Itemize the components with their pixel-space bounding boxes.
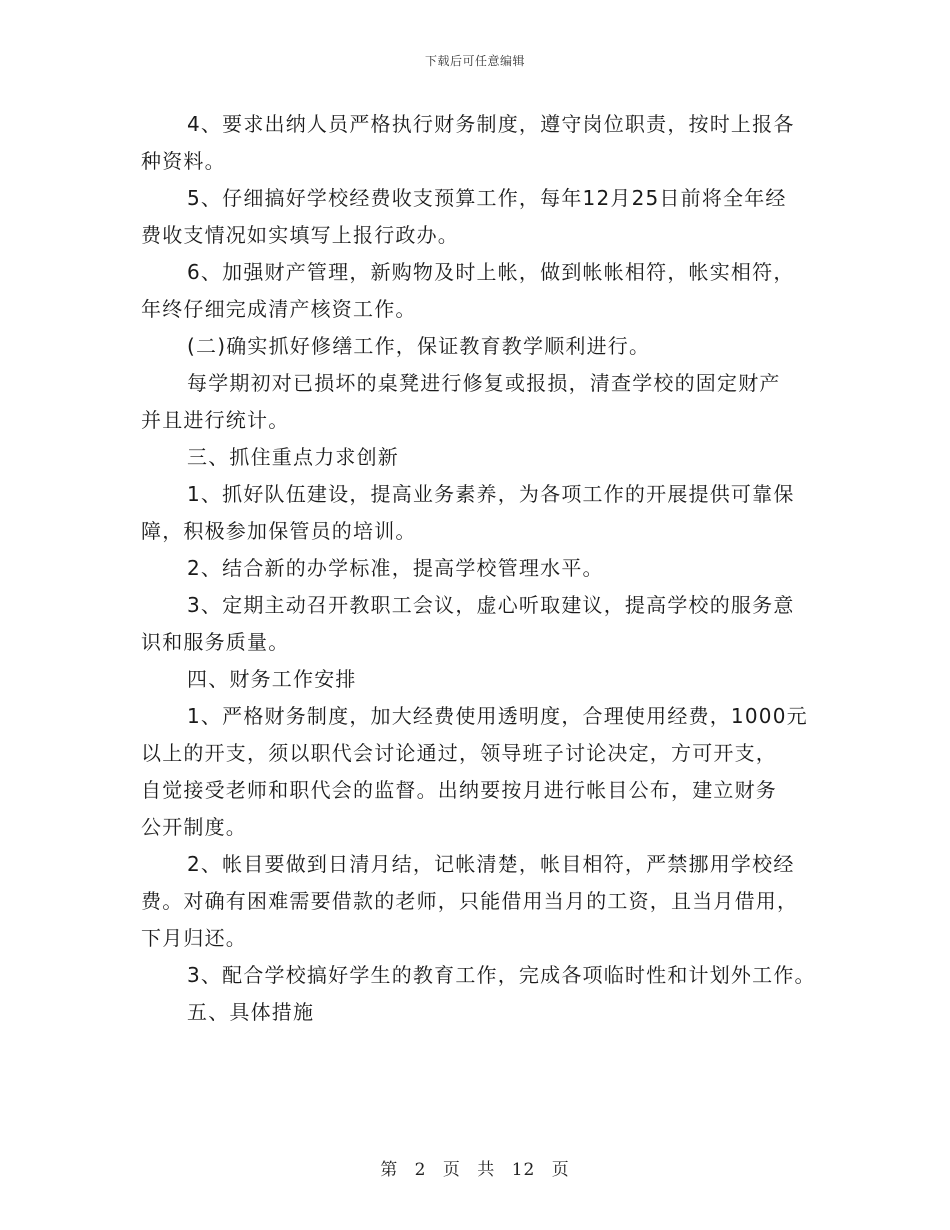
- paragraph-line: 种资料。: [141, 149, 226, 173]
- paragraph-line: 6、加强财产管理，新购物及时上帐，做到帐帐相符，帐实相符，: [187, 260, 795, 284]
- paragraph-line: 1、严格财务制度，加大经费使用透明度，合理使用经费，1000元: [187, 704, 808, 728]
- document-body: [141, 106, 821, 1031]
- paragraph-line: 自觉接受老师和职代会的监督。出纳要按月进行帐目公布，建立财务: [141, 778, 777, 802]
- paragraph-line: 每学期初对已损坏的桌凳进行修复或报损，清查学校的固定财产: [187, 371, 781, 395]
- paragraph-line: 5、仔细搞好学校经费收支预算工作，每年12月25日前将全年经: [187, 186, 787, 210]
- paragraph-line: 2、结合新的办学标准，提高学校管理水平。: [187, 556, 604, 580]
- page-label-prefix: 第: [380, 1160, 399, 1180]
- paragraph-line: 并且进行统计。: [141, 408, 290, 432]
- page-label-mid2: 共: [477, 1160, 496, 1180]
- paragraph-line: 3、配合学校搞好学生的教育工作，完成各项临时性和计划外工作。: [187, 963, 816, 987]
- paragraph-line: 费收支情况如实填写上报行政办。: [141, 223, 459, 247]
- section-heading: 四、财务工作安排: [187, 667, 357, 691]
- page-header-note: 下载后可任意编辑: [424, 54, 525, 68]
- paragraph-line: 3、定期主动召开教职工会议，虚心听取建议，提高学校的服务意: [187, 593, 795, 617]
- section-heading: (二)确实抓好修缮工作，保证教育教学顺利进行。: [187, 334, 651, 358]
- paragraph-line: 障，积极参加保管员的培训。: [141, 519, 417, 543]
- page-label-suffix: 页: [551, 1160, 570, 1180]
- paragraph-line: 以上的开支，须以职代会讨论通过，领导班子讨论决定，方可开支，: [141, 741, 777, 765]
- section-heading: 三、抓住重点力求创新: [187, 445, 399, 469]
- page-footer: [0, 1155, 950, 1180]
- paragraph-line: 识和服务质量。: [141, 630, 290, 654]
- paragraph-line: 年终仔细完成清产核资工作。: [141, 297, 417, 321]
- page-current-number: 2: [414, 1160, 427, 1180]
- paragraph-line: 4、要求出纳人员严格执行财务制度，遵守岗位职责，按时上报各: [187, 112, 795, 136]
- paragraph-line: 下月归还。: [141, 926, 247, 950]
- page-label-mid1: 页: [442, 1160, 461, 1180]
- paragraph-line: 费。对确有困难需要借款的老师，只能借用当月的工资，且当月借用，: [141, 889, 799, 913]
- paragraph-line: 公开制度。: [141, 815, 247, 839]
- page-total-number: 12: [511, 1160, 536, 1180]
- section-heading: 五、具体措施: [187, 1000, 315, 1024]
- paragraph-line: 1、抓好队伍建设，提高业务素养，为各项工作的开展提供可靠保: [187, 482, 795, 506]
- paragraph-line: 2、帐目要做到日清月结，记帐清楚，帐目相符，严禁挪用学校经: [187, 852, 795, 876]
